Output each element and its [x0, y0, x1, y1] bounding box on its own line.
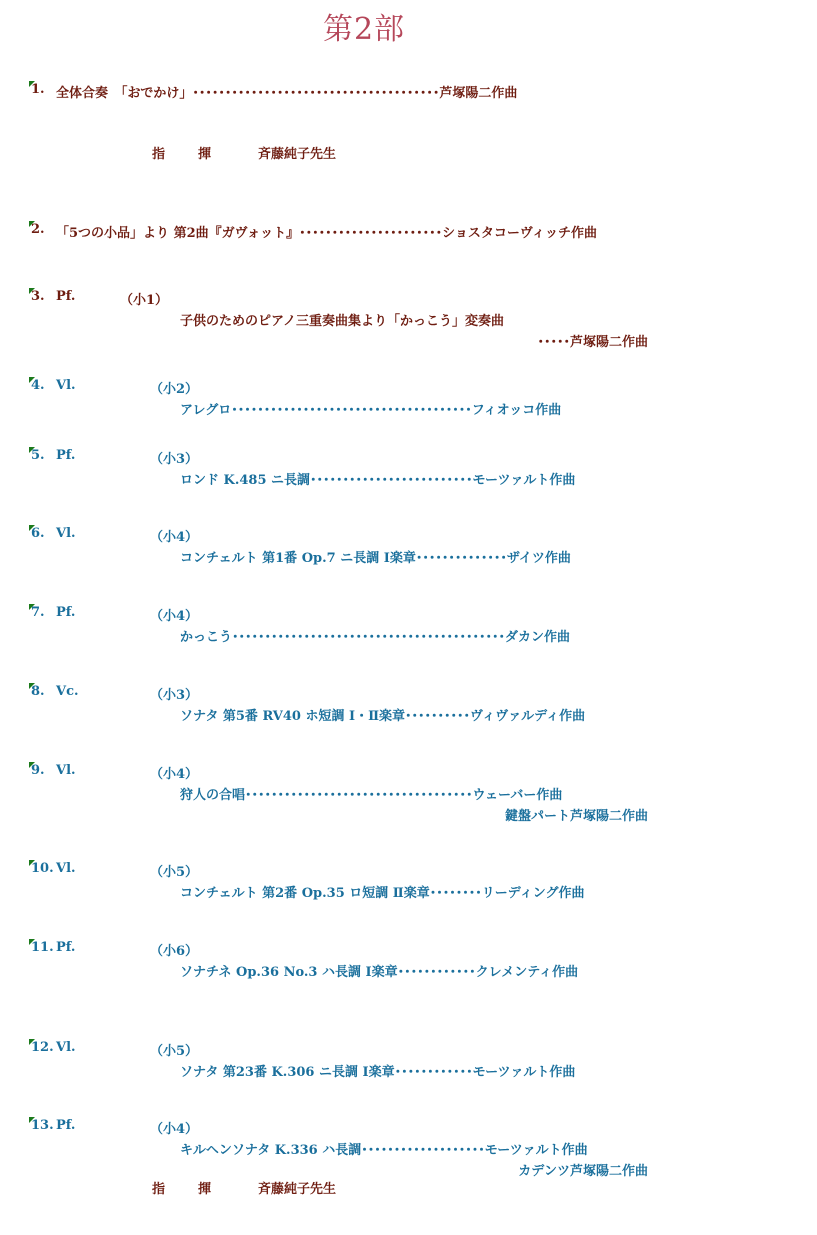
item-number: 12.	[31, 1040, 54, 1055]
piece-line: 全体合奏 「おでかけ」･･････････････････････････････････････芦塚陽二作曲	[56, 86, 518, 101]
item-number: 6.	[31, 526, 45, 541]
conductor-label: 指 揮	[152, 147, 222, 162]
instrument: Pf.	[56, 448, 76, 463]
grade: （小4）	[150, 609, 199, 624]
piece-title: 子供のためのピアノ三重奏曲集より「かっこう」変奏曲	[180, 314, 504, 329]
grade: （小3）	[150, 452, 199, 467]
grade: （小2）	[150, 382, 199, 397]
conductor-name: 斉藤純子先生	[258, 147, 337, 162]
grade: （小4）	[150, 1122, 199, 1137]
piece-line: 「5つの小品」より 第2曲『ガヴォット』･･････････････････････ショスタコーヴィッチ作曲	[56, 226, 598, 241]
grade: （小4）	[150, 767, 199, 782]
item-number: 11.	[31, 940, 54, 955]
grade: （小4）	[150, 530, 199, 545]
instrument: Vl.	[56, 526, 76, 541]
grade: （小6）	[150, 944, 199, 959]
instrument: Vl.	[56, 378, 76, 393]
piece-line: ロンド K.485 ニ長調･････････････････････････モーツァルト作曲	[180, 473, 576, 488]
piece-line: 狩人の合唱･･･････････････････････････････････ウェーバー作曲	[180, 788, 563, 803]
piece-line: ソナタ 第23番 K.306 ニ長調 Ⅰ楽章････････････モーツァルト作曲	[180, 1065, 576, 1080]
page-title: 第2部	[322, 12, 406, 47]
grade: （小5）	[150, 865, 199, 880]
item-number: 2.	[31, 222, 45, 237]
item-number: 8.	[31, 684, 45, 699]
grade: （小5）	[150, 1044, 199, 1059]
instrument: Pf.	[56, 289, 76, 304]
conductor-name: 斉藤純子先生	[258, 1182, 337, 1197]
item-number: 9.	[31, 763, 45, 778]
arranger: 鍵盤パート芦塚陽二作曲	[504, 809, 648, 824]
item-number: 13.	[31, 1118, 54, 1133]
item-number: 7.	[31, 605, 45, 620]
composer: ･････芦塚陽二作曲	[537, 335, 648, 350]
instrument: Vc.	[56, 684, 79, 699]
piece-line: コンチェルト 第1番 Op.7 ニ長調 Ⅰ楽章･･････････････ザイツ作曲	[180, 551, 571, 566]
instrument: Pf.	[56, 605, 76, 620]
item-number: 1.	[31, 82, 45, 97]
item-number: 4.	[31, 378, 45, 393]
piece-line: キルヘンソナタ K.336 ハ長調･･･････････････････モーツァルト作曲	[180, 1143, 588, 1158]
item-number: 10.	[31, 861, 54, 876]
piece-line: かっこう･･････････････････････････････････････････ダカン作曲	[180, 630, 571, 645]
instrument: Vl.	[56, 1040, 76, 1055]
conductor-label: 指 揮	[152, 1182, 222, 1197]
item-number: 3.	[31, 289, 45, 304]
instrument: Vl.	[56, 861, 76, 876]
instrument: Pf.	[56, 940, 76, 955]
item-number: 5.	[31, 448, 45, 463]
piece-line: ソナタ 第5番 RV40 ホ短調 Ⅰ・Ⅱ楽章･･････････ヴィヴァルディ作曲	[180, 709, 586, 724]
piece-line: ソナチネ Op.36 No.3 ハ長調 Ⅰ楽章････････････クレメンティ作曲	[180, 965, 579, 980]
cadenza-credit: カデンツ芦塚陽二作曲	[518, 1164, 648, 1179]
grade: （小1）	[120, 293, 169, 308]
piece-line: コンチェルト 第2番 Op.35 ロ短調 Ⅱ楽章････････リーディング作曲	[180, 886, 585, 901]
instrument: Vl.	[56, 763, 76, 778]
instrument: Pf.	[56, 1118, 76, 1133]
piece-line: アレグロ･････････････････････････････････････フィオッコ作曲	[180, 403, 562, 418]
grade: （小3）	[150, 688, 199, 703]
